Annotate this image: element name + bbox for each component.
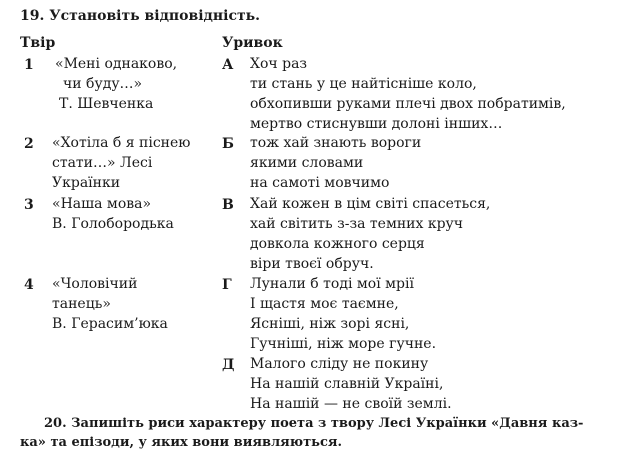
- excerpt-h-line-4: Гучніші, ніж море гучне.: [250, 336, 437, 352]
- excerpt-v-line-1: Хай кожен в цім світі спасеться,: [250, 196, 491, 212]
- excerpt-d-line-2: На нашій славній Україні,: [250, 376, 444, 392]
- work-item-2: [52, 133, 191, 193]
- excerpt-item-b: [250, 133, 421, 193]
- task-20-line-1: 20. Запишіть риси характеру поета з твору Лесі Українки «Давня каз-: [44, 416, 584, 431]
- excerpt-b-line-3: на самоті мовчимо: [250, 175, 390, 191]
- excerpt-d-line-3: На нашій — не своїй землі.: [250, 396, 452, 412]
- excerpt-h-line-3: Ясніші, ніж зорі ясні,: [250, 316, 410, 332]
- work-number-2: 2: [24, 136, 34, 152]
- excerpt-v-line-3: довкола кожного серця: [250, 236, 425, 252]
- work-item-4: [52, 274, 168, 334]
- excerpt-letter-v: В: [222, 197, 234, 213]
- excerpt-a-line-3: обхопивши руками плечі двох побратимів,: [250, 96, 566, 112]
- work-item-3: [52, 194, 174, 234]
- excerpt-item-h: [250, 274, 436, 354]
- excerpt-item-v: [250, 194, 490, 274]
- work-2-line-3: Українки: [52, 175, 121, 191]
- work-number-1: 1: [24, 57, 34, 73]
- work-1-line-3: Т. Шевченка: [59, 96, 154, 112]
- excerpt-item-d: [250, 354, 452, 414]
- excerpts-column-header: Уривок: [222, 35, 283, 51]
- work-number-4: 4: [24, 277, 34, 293]
- work-4-line-1: «Чоловічий: [52, 276, 138, 292]
- task-20-line-2: ка» та епізоди, у яких вони виявляються.: [20, 435, 342, 450]
- excerpt-h-line-2: І щастя моє таємне,: [250, 296, 399, 312]
- excerpt-a-line-2: ти стань у це найтісніше коло,: [250, 76, 477, 92]
- excerpt-b-line-1: тож хай знають вороги: [250, 135, 422, 151]
- excerpt-item-a: [250, 54, 566, 134]
- excerpt-d-line-1: Малого сліду не покину: [250, 356, 429, 372]
- work-4-line-3: В. Герасим’юка: [52, 316, 168, 332]
- work-1-line-1: «Мені однаково,: [55, 56, 178, 72]
- work-3-line-2: В. Голобородька: [52, 216, 174, 232]
- task-19-title: 19. Установіть відповідність.: [20, 8, 261, 24]
- excerpt-h-line-1: Лунали б тоді мої мрії: [250, 276, 414, 292]
- work-2-line-1: «Хотіла б я піснею: [52, 135, 191, 151]
- excerpt-letter-b: Б: [222, 136, 234, 152]
- work-1-line-2: чи буду…»: [63, 76, 143, 92]
- works-column-header: Твір: [20, 35, 56, 51]
- excerpt-letter-h: Г: [222, 277, 232, 293]
- excerpt-b-line-2: якими словами: [250, 155, 364, 171]
- work-2-line-2: стати…» Лесі: [52, 155, 153, 171]
- excerpt-letter-d: Д: [222, 357, 235, 373]
- work-number-3: 3: [24, 197, 34, 213]
- work-4-line-2: танець»: [52, 296, 111, 312]
- excerpt-a-line-4: мертво стиснувши долоні інших…: [250, 116, 503, 132]
- work-item-1: [55, 54, 177, 114]
- excerpt-v-line-4: віри твоєї обруч.: [250, 256, 374, 272]
- work-3-line-1: «Наша мова»: [52, 196, 152, 212]
- excerpt-a-line-1: Хоч раз: [250, 56, 308, 72]
- excerpt-v-line-2: хай світить з-за темних круч: [250, 216, 464, 232]
- excerpt-letter-a: А: [222, 57, 234, 73]
